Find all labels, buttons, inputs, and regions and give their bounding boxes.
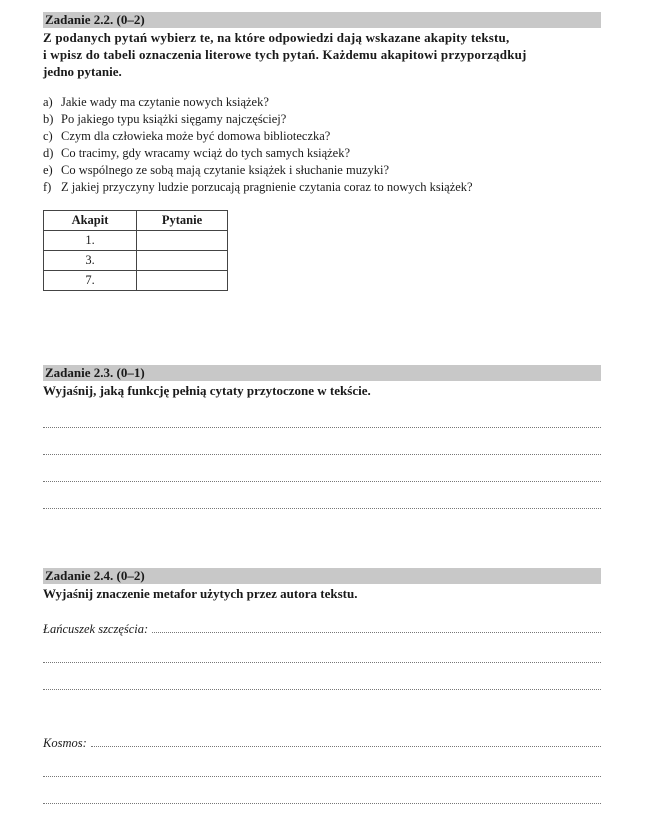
task-2-2-header: Zadanie 2.2. (0–2) — [43, 12, 601, 28]
option-text: Czym dla człowieka może być domowa biblioteczka? — [61, 129, 331, 143]
answer-line[interactable] — [43, 428, 601, 455]
akapit-cell: 3. — [44, 251, 137, 271]
metaphor-2-line[interactable] — [43, 724, 601, 750]
option-text: Co tracimy, gdy wracamy wciąż do tych samych książek? — [61, 146, 351, 160]
answer-dots[interactable] — [152, 632, 601, 633]
option-letter: c) — [43, 129, 53, 143]
option-b — [43, 111, 601, 128]
option-letter: b) — [43, 112, 54, 126]
metaphor-1-line[interactable] — [43, 610, 601, 636]
metaphor-2-label: Kosmos: — [43, 736, 87, 750]
option-text: Co wspólnego ze sobą mają czytanie książek i słuchanie muzyki? — [61, 163, 390, 177]
task-2-3 — [43, 365, 601, 509]
akapit-cell: 1. — [44, 231, 137, 251]
header-akapit: Akapit — [44, 211, 137, 231]
table-row — [44, 231, 228, 251]
answer-line[interactable] — [43, 455, 601, 482]
instruction-line-2: i wpisz do tabeli oznaczenia literowe tych pytań. Każdemu akapitowi przyporządkuj — [43, 47, 527, 62]
exam-page — [43, 12, 601, 804]
option-text: Jakie wady ma czytanie nowych książek? — [61, 95, 269, 109]
table-row — [44, 271, 228, 291]
task-2-2 — [43, 12, 601, 291]
task-2-2-instruction — [43, 29, 601, 80]
answer-line[interactable] — [43, 482, 601, 509]
table-row — [44, 251, 228, 271]
header-pytanie: Pytanie — [137, 211, 228, 231]
option-e — [43, 162, 601, 179]
task-2-4-header: Zadanie 2.4. (0–2) — [43, 568, 601, 584]
pytanie-answer-cell[interactable] — [137, 251, 228, 271]
option-f — [43, 179, 601, 196]
option-text: Z jakiej przyczyny ludzie porzucają pragnienie czytania coraz to nowych książek? — [61, 180, 473, 194]
answer-line[interactable] — [43, 750, 601, 777]
answer-table — [43, 210, 228, 291]
option-letter: d) — [43, 146, 54, 160]
answer-dots[interactable] — [91, 746, 601, 747]
option-text: Po jakiego typu książki sięgamy najczęściej? — [61, 112, 287, 126]
option-letter: a) — [43, 95, 53, 109]
answer-line[interactable] — [43, 663, 601, 690]
instruction-line-1: Z podanych pytań wybierz te, na które odpowiedzi dają wskazane akapity tekstu, — [43, 30, 510, 45]
option-d — [43, 145, 601, 162]
table-header-row — [44, 211, 228, 231]
akapit-cell: 7. — [44, 271, 137, 291]
task-2-3-instruction: Wyjaśnij, jaką funkcję pełnią cytaty przytoczone w tekście. — [43, 383, 371, 398]
pytanie-answer-cell[interactable] — [137, 271, 228, 291]
answer-line[interactable] — [43, 777, 601, 804]
instruction-line-3: jedno pytanie. — [43, 64, 122, 79]
metaphor-1-label: Łańcuszek szczęścia: — [43, 622, 149, 636]
task-2-4 — [43, 568, 601, 804]
answer-line[interactable] — [43, 636, 601, 663]
task-2-3-header: Zadanie 2.3. (0–1) — [43, 365, 601, 381]
option-a — [43, 94, 601, 111]
task-2-4-instruction: Wyjaśnij znaczenie metafor użytych przez autora tekstu. — [43, 586, 358, 601]
pytanie-answer-cell[interactable] — [137, 231, 228, 251]
option-letter: f) — [43, 180, 52, 194]
option-letter: e) — [43, 163, 53, 177]
question-options — [43, 94, 601, 196]
answer-line[interactable] — [43, 401, 601, 428]
option-c — [43, 128, 601, 145]
